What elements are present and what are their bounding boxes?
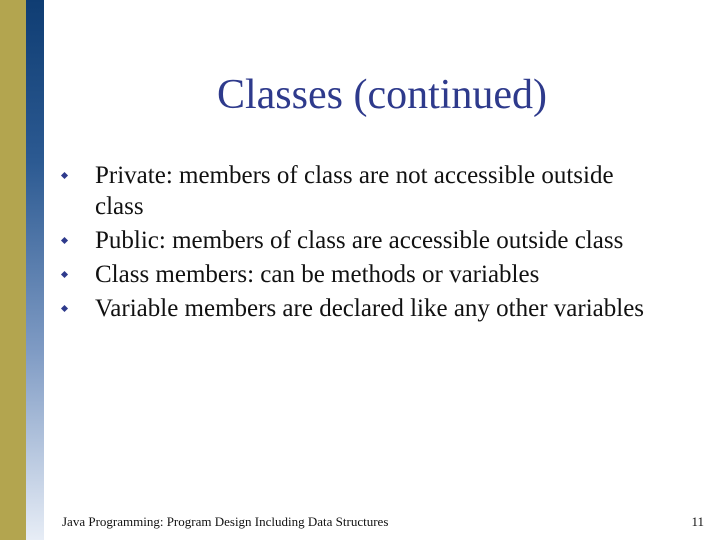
- bullet-item: [62, 293, 662, 324]
- side-band-gradient: [26, 0, 44, 540]
- diamond-bullet-icon: [61, 305, 68, 312]
- bullet-item: [62, 259, 662, 290]
- bullet-text: Class members: can be methods or variables: [95, 261, 540, 288]
- bullet-text: Public: members of class are accessible outside class: [95, 227, 624, 254]
- page-number: 11: [691, 514, 704, 529]
- diamond-bullet-icon: [61, 237, 68, 244]
- footer-text: Java Programming: Program Design Including Data Structures: [62, 514, 389, 529]
- diamond-bullet-icon: [61, 271, 68, 278]
- bullet-text: Variable members are declared like any other variables: [95, 295, 645, 322]
- bullet-item: [62, 160, 662, 222]
- diamond-bullet-icon: [61, 172, 68, 179]
- bullet-text: Private: members of class are not accessible outside class: [95, 162, 614, 220]
- side-band-olive: [0, 0, 26, 540]
- slide-title: Classes (continued): [216, 72, 548, 118]
- bullet-list: [62, 160, 662, 327]
- bullet-item: [62, 225, 662, 256]
